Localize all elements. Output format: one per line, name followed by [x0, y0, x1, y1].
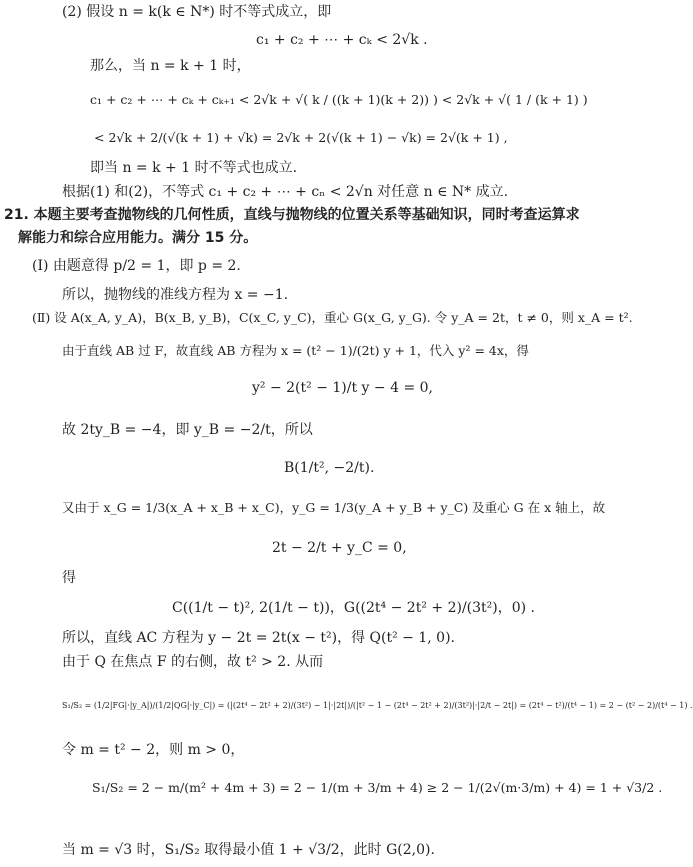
part-2-let-m: 令 m = t² − 2，则 m > 0， — [62, 742, 245, 758]
part-2-area-ratio: S₁/S₂ = (1/2|FG|·|y_A|)/(1/2|QG|·|y_C|) = (|(2t⁴ − 2t² + 2)/(3t²) − 1|·|2t|)/(|t² − 1 − (2t⁴ − 2t² + 2)/(3t²)|·|2/t − 2t|) = (2t⁴ − t²)/(t⁴ − 1) = 2 − (t² − 2)/(t⁴ − 1) . — [62, 701, 693, 710]
problem-21-heading: 21. 本题主要考查抛物线的几何性质，直线与抛物线的位置关系等基础知识，同时考查运算求 — [4, 207, 580, 223]
line-holds: 即当 n = k + 1 时不等式也成立. — [90, 160, 298, 176]
line-sum-ineq-cont: < 2√k + 2/(√(k + 1) + √k) = 2√k + 2(√(k + 1) − √k) = 2√(k + 1) , — [94, 130, 508, 145]
part-2-centroid: 又由于 x_G = 1/3(x_A + x_B + x_C)，y_G = 1/3(y_A + y_B + y_C) 及重心 G 在 x 轴上，故 — [62, 500, 606, 515]
part-2-quadratic: y² − 2(t² − 1)/t y − 4 = 0, — [252, 380, 433, 396]
part-2-setup: (Ⅱ) 设 A(x_A, y_A)，B(x_B, y_B)，C(x_C, y_C)，重心 G(x_G, y_G). 令 y_A = 2t，t ≠ 0，则 x_A = t². — [32, 310, 633, 325]
problem-21-heading-cont: 解能力和综合应用能力。满分 15 分。 — [18, 230, 258, 246]
part-2-de: 得 — [62, 570, 76, 586]
line-conclusion: 根据(1) 和(2)，不等式 c₁ + c₂ + ⋯ + cₙ < 2√n 对任意 n ∈ N* 成立. — [62, 184, 509, 200]
part-2-points-cg: C((1/t − t)², 2(1/t − t))，G((2t⁴ − 2t² + 2)/(3t²)，0) . — [172, 600, 536, 616]
part-2-yb: 故 2ty_B = −4，即 y_B = −2/t，所以 — [62, 422, 313, 438]
part-2-q-right: 由于 Q 在焦点 F 的右侧，故 t² > 2. 从而 — [62, 654, 324, 670]
line-assume: (2) 假设 n = k(k ∈ N*) 时不等式成立，即 — [62, 4, 332, 20]
part-2-final: 当 m = √3 时，S₁/S₂ 取得最小值 1 + √3/2，此时 G(2,0). — [62, 842, 435, 858]
line-sum-ineq: c₁ + c₂ + ⋯ + cₖ + cₖ₊₁ < 2√k + √( k / ((k + 1)(k + 2)) ) < 2√k + √( 1 / (k + 1) ) — [90, 92, 588, 107]
part-2-line-ac: 所以，直线 AC 方程为 y − 2t = 2t(x − t²)，得 Q(t² − 1, 0). — [62, 630, 455, 646]
part-2-point-b: B(1/t², −2/t). — [284, 460, 375, 476]
line-then-n: 那么，当 n = k + 1 时， — [90, 58, 251, 74]
part-1-directrix: 所以，抛物线的准线方程为 x = −1. — [62, 287, 289, 303]
part-2-yc-eq: 2t − 2/t + y_C = 0, — [272, 540, 407, 556]
part-1-line: (Ⅰ) 由题意得 p/2 = 1，即 p = 2. — [32, 258, 241, 274]
part-2-min-ratio: S₁/S₂ = 2 − m/(m² + 4m + 3) = 2 − 1/(m + 3/m + 4) ≥ 2 − 1/(2√(m·3/m) + 4) = 1 + √3/2 . — [92, 780, 663, 795]
line-hypothesis-ineq: c₁ + c₂ + ⋯ + cₖ < 2√k . — [256, 32, 428, 48]
part-2-line-ab: 由于直线 AB 过 F，故直线 AB 方程为 x = (t² − 1)/(2t) y + 1，代入 y² = 4x，得 — [62, 343, 529, 358]
